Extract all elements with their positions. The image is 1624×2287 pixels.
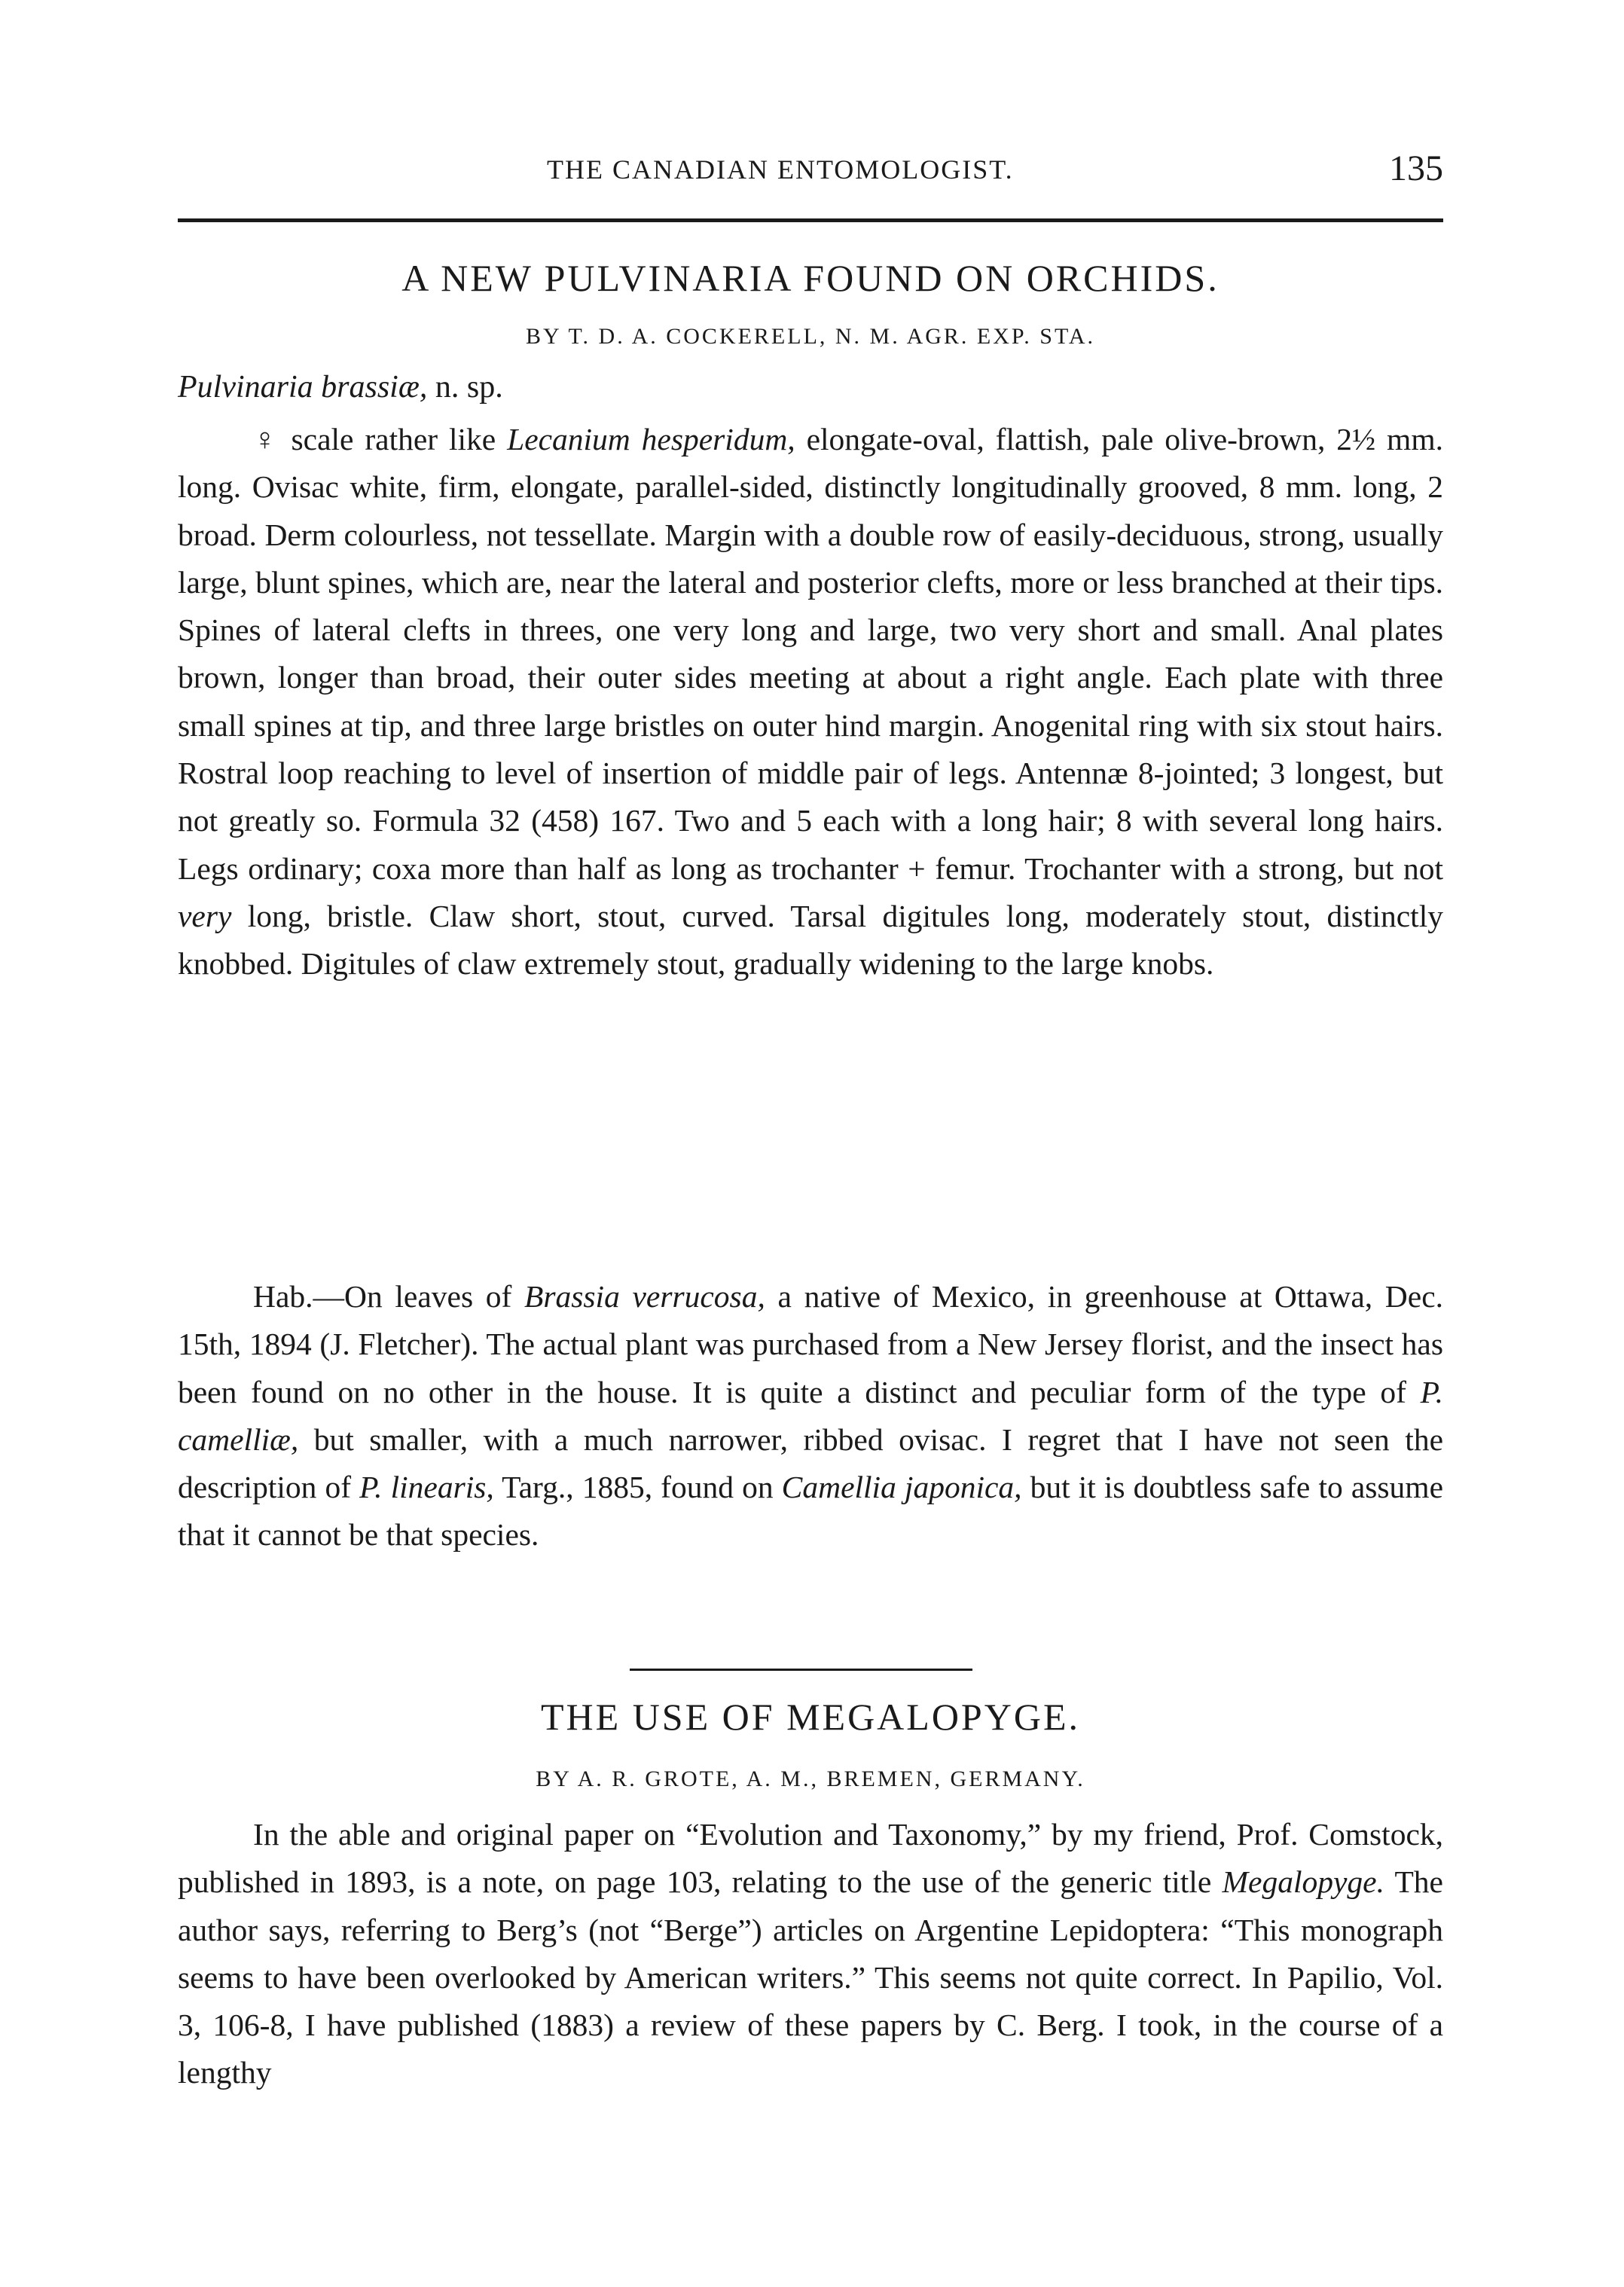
habitat-paragraph	[178, 1273, 1443, 1559]
italic-run: Camellia japonica,	[781, 1470, 1022, 1505]
body-paragraph	[178, 1811, 1443, 2097]
running-head	[178, 148, 1443, 193]
article-byline: BY T. D. A. COCKERELL, N. M. AGR. EXP. STA.	[525, 324, 1096, 349]
text-run: Targ., 1885, found on	[493, 1470, 782, 1505]
italic-run: very	[178, 898, 232, 933]
article-byline: BY A. R. GROTE, A. M., BREMEN, GERMANY.	[536, 1766, 1085, 1791]
text-run: In the able and original paper on “Evolution and Taxonomy,” by my friend, Prof. Comstock, published in 1893, is a note, on page 103, relating to the use of the generic title	[178, 1817, 1443, 1900]
header-rule	[178, 218, 1443, 222]
text-run: but it is doubtless safe to assume that it cannot be that species.	[178, 1470, 1443, 1553]
text-run: ♀ scale rather like	[253, 422, 508, 456]
text-run: but smaller, with a much narrower, ribbed ovisac. I regret that I have not seen the description of	[178, 1421, 1443, 1505]
italic-run: Megalopyge.	[1222, 1864, 1384, 1900]
italic-run: P. linearis,	[359, 1470, 494, 1505]
article-title: A NEW PULVINARIA FOUND ON ORCHIDS.	[401, 257, 1220, 299]
species-heading	[178, 369, 503, 405]
article-title: THE USE OF MEGALOPYGE.	[541, 1696, 1080, 1738]
text-run: The author says, referring to Berg’s (not “Berge”) articles on Argentine Lepidoptera: “This monograph seems to have been overlooked by American writers.” This seems not quite correct. In Papilio, Vol. 3, 106-8, I have published (1883) a review of these papers by C. Berg. I took, in the course of a lengthy	[178, 1864, 1443, 2090]
italic-run: Brassia verrucosa,	[524, 1279, 765, 1314]
italic-run: Lecanium hesperidum,	[507, 422, 795, 456]
page-number: 135	[1389, 148, 1443, 188]
text-run: long, bristle. Claw short, stout, curved. Tarsal digitules long, moderately stout, distinctly knobbed. Digitules of claw extremely stout, gradually widening to the large knobs.	[178, 898, 1443, 982]
description-paragraph	[178, 416, 1443, 988]
text-run: elongate-oval, flattish, pale olive-brown, 2½ mm. long. Ovisac white, firm, elongate, parallel-sided, distinctly longitudinally grooved, 8 mm. long, 2 broad. Derm colourless, not tessellate. Margin with a double row of easily-deciduous, strong, usually large, blunt spines, which are, near the lateral and posterior clefts, more or less branched at their tips. Spines of lateral clefts in threes, one very long and large, two very short and small. Anal plates brown, longer than broad, their outer sides meeting at about a right angle. Each plate with three small spines at tip, and three large bristles on outer hind margin. Anogenital ring with six stout hairs. Rostral loop reaching to level of insertion of middle pair of legs. Antennæ 8-jointed; 3 longest, but not greatly so. Formula 32 (458) 167. Two and 5 each with a long hair; 8 with several long hairs. Legs ordinary; coxa more than half as long as trochanter + femur. Trochanter with a strong, but not	[178, 422, 1443, 886]
text-run: a native of Mexico, in greenhouse at Ottawa, Dec. 15th, 1894 (J. Fletcher). The actual plant was purchased from a New Jersey florist, and the insect has been found on no other in the house. It is quite a distinct and peculiar form of the type of	[178, 1279, 1443, 1409]
italic-run: P. camelliæ,	[178, 1374, 1443, 1457]
species-suffix: n. sp.	[427, 370, 503, 405]
species-name: Pulvinaria brassiæ,	[178, 370, 428, 405]
journal-title: THE CANADIAN ENTOMOLOGIST.	[547, 154, 1014, 185]
text-run: Hab.—On leaves of	[253, 1279, 524, 1314]
section-divider	[630, 1669, 972, 1671]
